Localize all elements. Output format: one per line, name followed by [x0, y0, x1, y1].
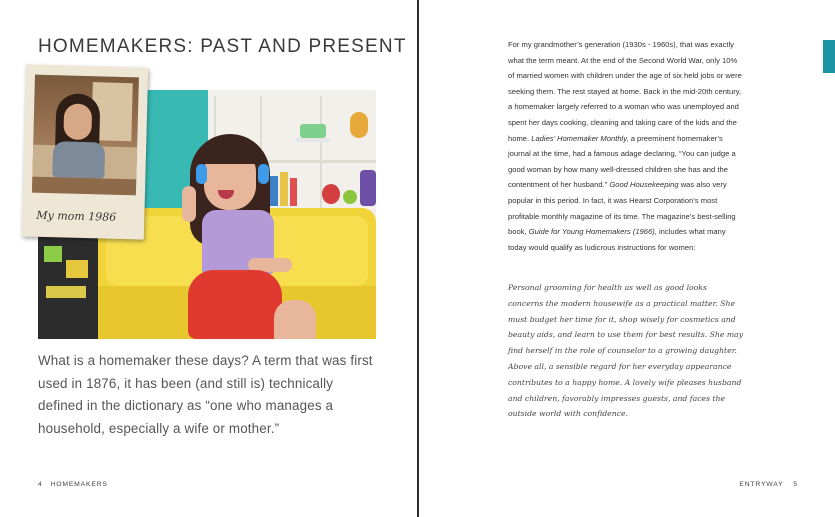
- block-quote: Personal grooming for health as well as good looks concerns the modern housewife as a practical matter. She must budget her time for it, shop wisely for cosmetics and beauty aids, and learn to use them for best results. She may find herself in the role of counselor to a growing daughter. Above all, a sensible regard for her everyday appearance contributes to a happy home. A lovely wife pleases husband and children, favorably impresses guests, and faces the outside world with confidence.: [508, 283, 744, 419]
- right-page: [419, 0, 835, 517]
- vintage-polaroid: [22, 64, 148, 239]
- left-page: [0, 0, 417, 517]
- right-folio: [739, 481, 798, 488]
- polaroid-caption: My mom 1986: [36, 208, 117, 224]
- polaroid-photo: [32, 75, 139, 196]
- running-header-left: HOMEMAKERS: [50, 481, 108, 488]
- page-number-left: 4: [38, 481, 43, 488]
- intro-paragraph: What is a homemaker these days? A term that was first used in 1876, it has been (and still is) technically defined in the dictionary as “one who manages a household, especially a wife or mother.”: [38, 353, 373, 436]
- page-title: HOMEMAKERS: PAST AND PRESENT: [38, 36, 407, 57]
- page-number-right: 5: [793, 481, 798, 488]
- body-paragraph: For my grandmother’s generation (1930s - 1960s), that was exactly what the term meant. At the end of the Second World War, only 10% of married women with children under the age of six held jobs or were seeking them. The rest stayed at home. Back in the mid-20th century, a homemaker largely referred to a woman who was unemployed and spent her days cooking, cleaning and taking care of the kids and the home. Ladies’ Homemaker Monthly, a preeminent homemaker’s journal at the time, had a famous adage declaring, “You can judge a good woman by how many well-dressed children she has and the contentment of her husband.” Good Housekeeping was also very popular in this period. In fact, it was Hearst Corporation’s most profitable monthly magazine of its time. The magazine’s best-selling book, Guide for Young Homemakers (1966), includes what many today would qualify as ludicrous instructions for women:: [508, 40, 742, 252]
- section-tab-marker: [823, 40, 835, 73]
- running-header-right: ENTRYWAY: [739, 481, 784, 488]
- left-folio: [38, 481, 108, 488]
